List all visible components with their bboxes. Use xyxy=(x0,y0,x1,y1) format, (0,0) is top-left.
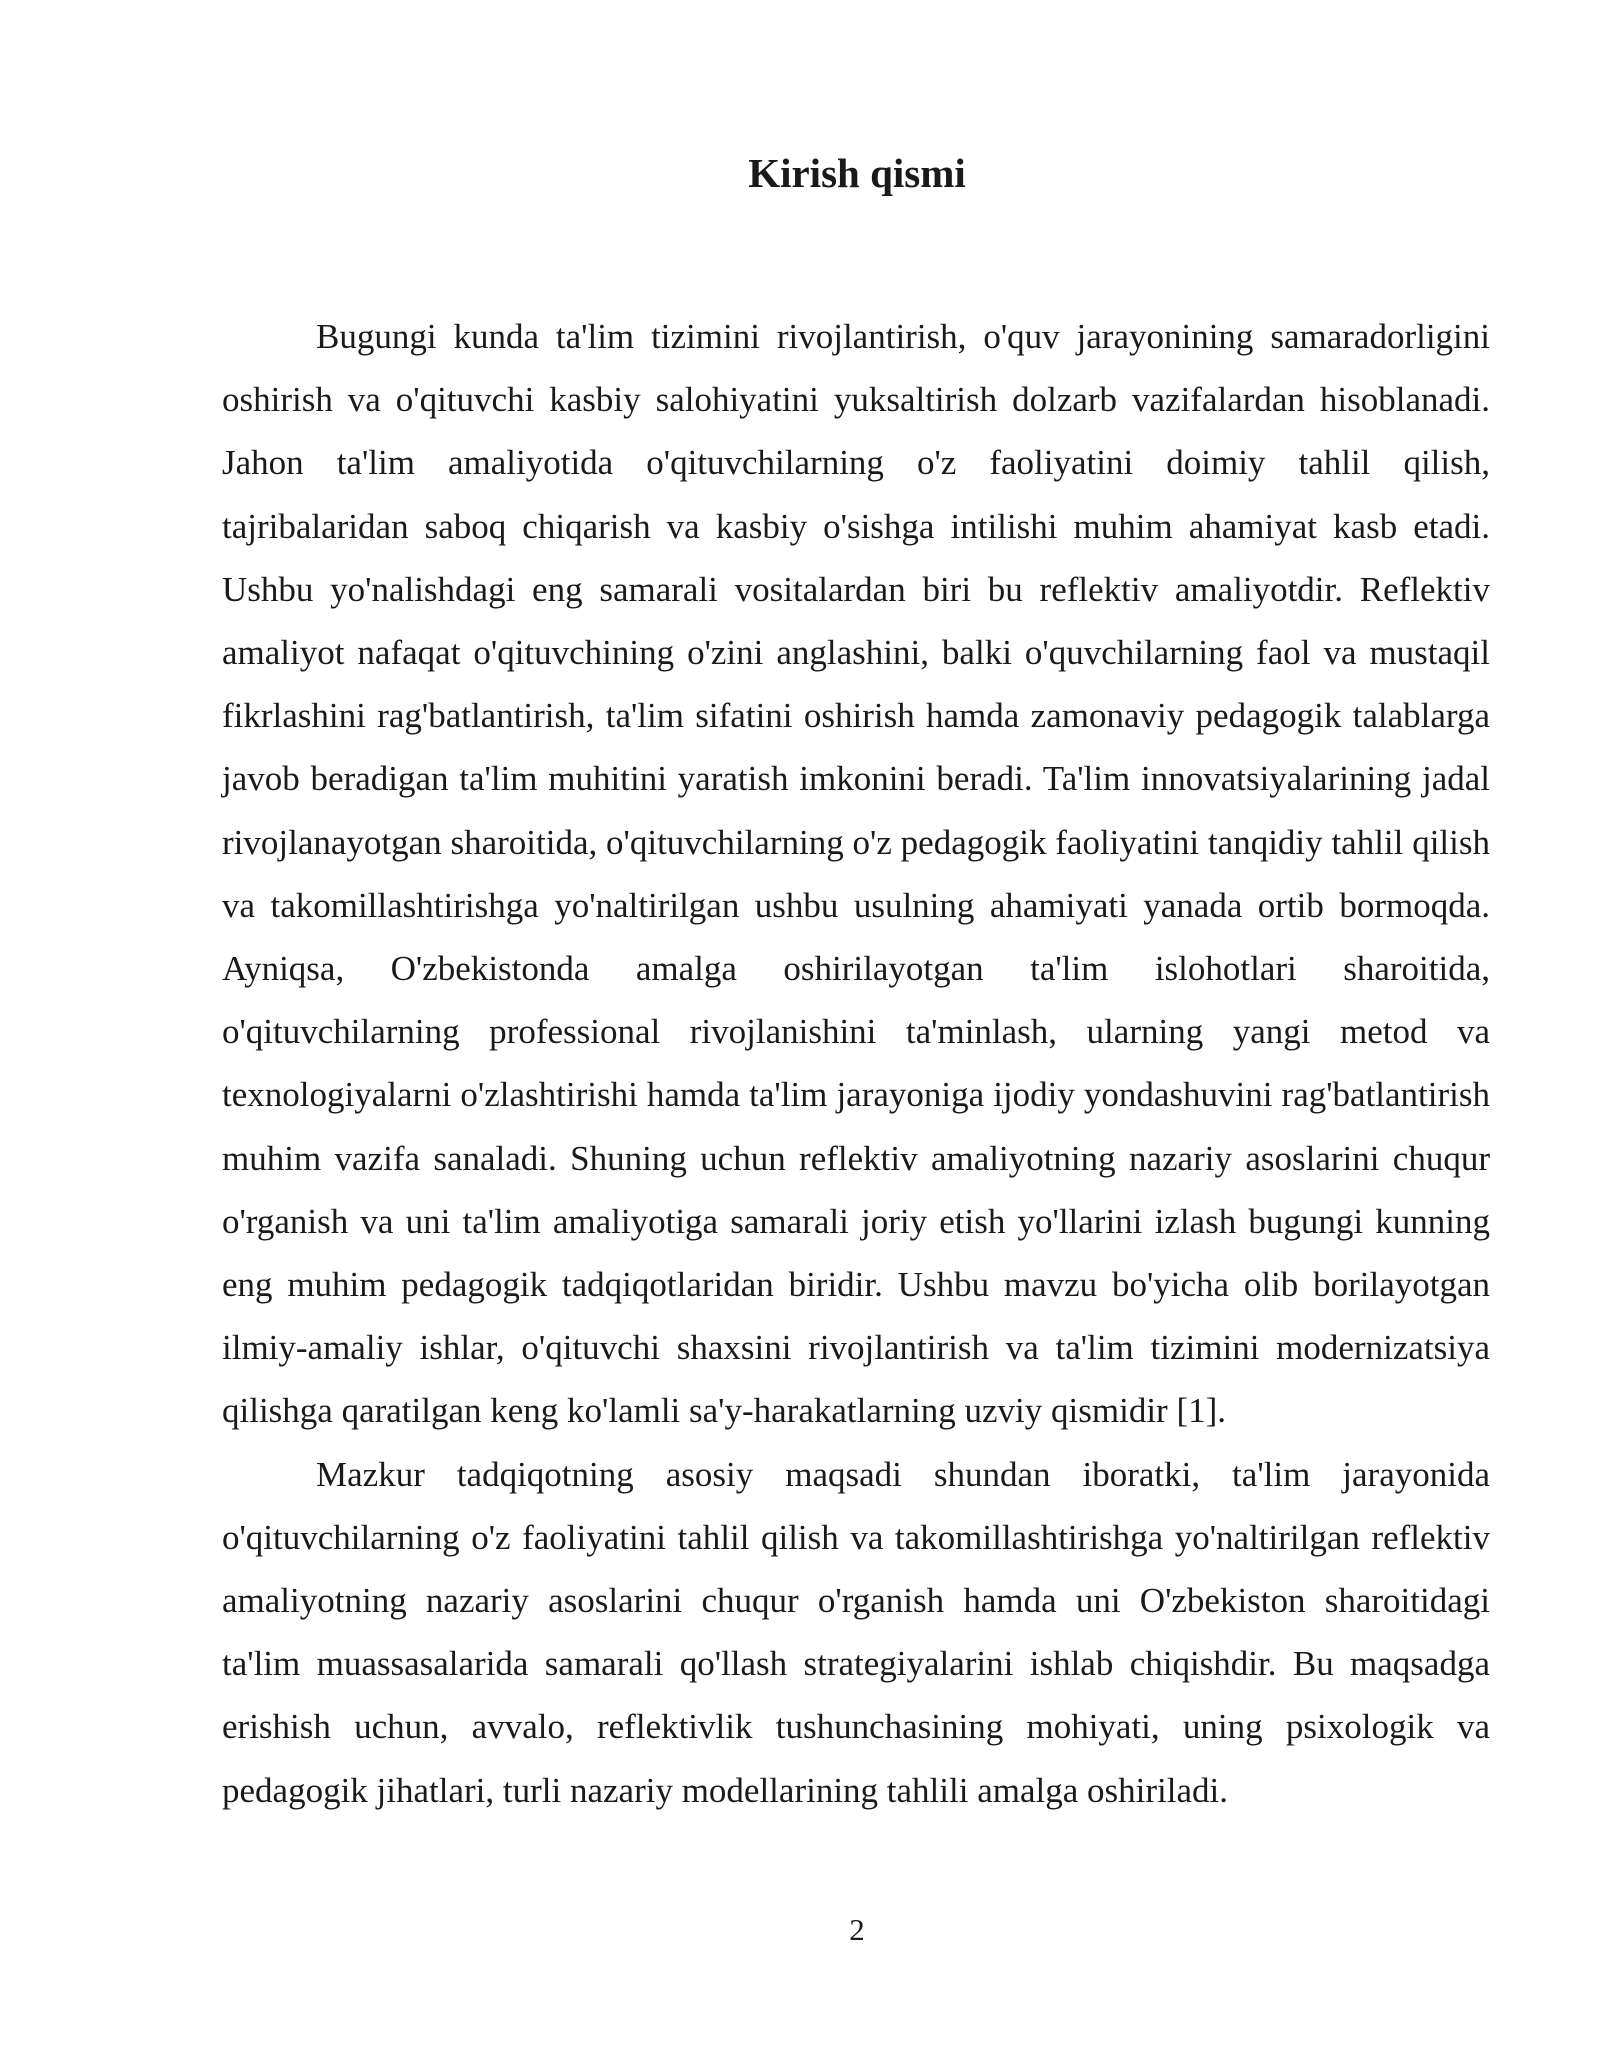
paragraph-intro: Bugungi kunda ta'lim tizimini rivojlantirish, o'quv jarayonining samaradorligini oshirish va o'qituvchi kasbiy salohiyatini yuksaltirish dolzarb vazifalardan hisoblanadi. Jahon ta'lim amaliyotida o'qituvchilarning o'z faoliyatini doimiy tahlil qilish, tajribalaridan saboq chiqarish va kasbiy o'sishga intilishi muhim ahamiyat kasb etadi. Ushbu yo'nalishdagi eng samarali vositalardan biri bu reflektiv amaliyotdir. Reflektiv amaliyot nafaqat o'qituvchining o'zini anglashini, balki o'quvchilarning faol va mustaqil fikrlashini rag'batlantirish, ta'lim sifatini oshirish hamda zamonaviy pedagogik talablarga javob beradigan ta'lim muhitini yaratish imkonini beradi. Ta'lim innovatsiyalarining jadal rivojlanayotgan sharoitida, o'qituvchilarning o'z pedagogik faoliyatini tanqidiy tahlil qilish va takomillashtirishga yo'naltirilgan ushbu usulning ahamiyati yanada ortib bormoqda. Ayniqsa, O'zbekistonda amalga oshirilayotgan ta'lim islohotlari sharoitida, o'qituvchilarning professional rivojlanishini ta'minlash, ularning yangi metod va texnologiyalarni o'zlashtirishi hamda ta'lim jarayoniga ijodiy yondashuvini rag'batlantirish muhim vazifa sanaladi. Shuning uchun reflektiv amaliyotning nazariy asoslarini chuqur o'rganish va uni ta'lim amaliyotiga samarali joriy etish yo'llarini izlash bugungi kunning eng muhim pedagogik tadqiqotlaridan biridir. Ushbu mavzu bo'yicha olib borilayotgan ilmiy-amaliy ishlar, o'qituvchi shaxsini rivojlantirish va ta'lim tizimini modernizatsiya qilishga qaratilgan keng ko'lamli sa'y-harakatlarning uzviy qismidir [1]. xyxy=(222,317,1490,1431)
page-number: 2 xyxy=(849,1912,865,1947)
paragraph-goal: Mazkur tadqiqotning asosiy maqsadi shundan iboratki, ta'lim jarayonida o'qituvchilarning o'z faoliyatini tahlil qilish va takomillashtirishga yo'naltirilgan reflektiv amaliyotning nazariy asoslarini chuqur o'rganish hamda uni O'zbekiston sharoitidagi ta'lim muassasalarida samarali qo'llash strategiyalarini ishlab chiqishdir. Bu maqsadga erishish uchun, avvalo, reflektivlik tushunchasining mohiyati, uning psixologik va pedagogik jihatlari, turli nazariy modellarining tahlili amalga oshiriladi. xyxy=(222,1454,1490,1810)
page-title: Kirish qismi xyxy=(748,150,966,196)
document-body xyxy=(222,305,1490,1822)
